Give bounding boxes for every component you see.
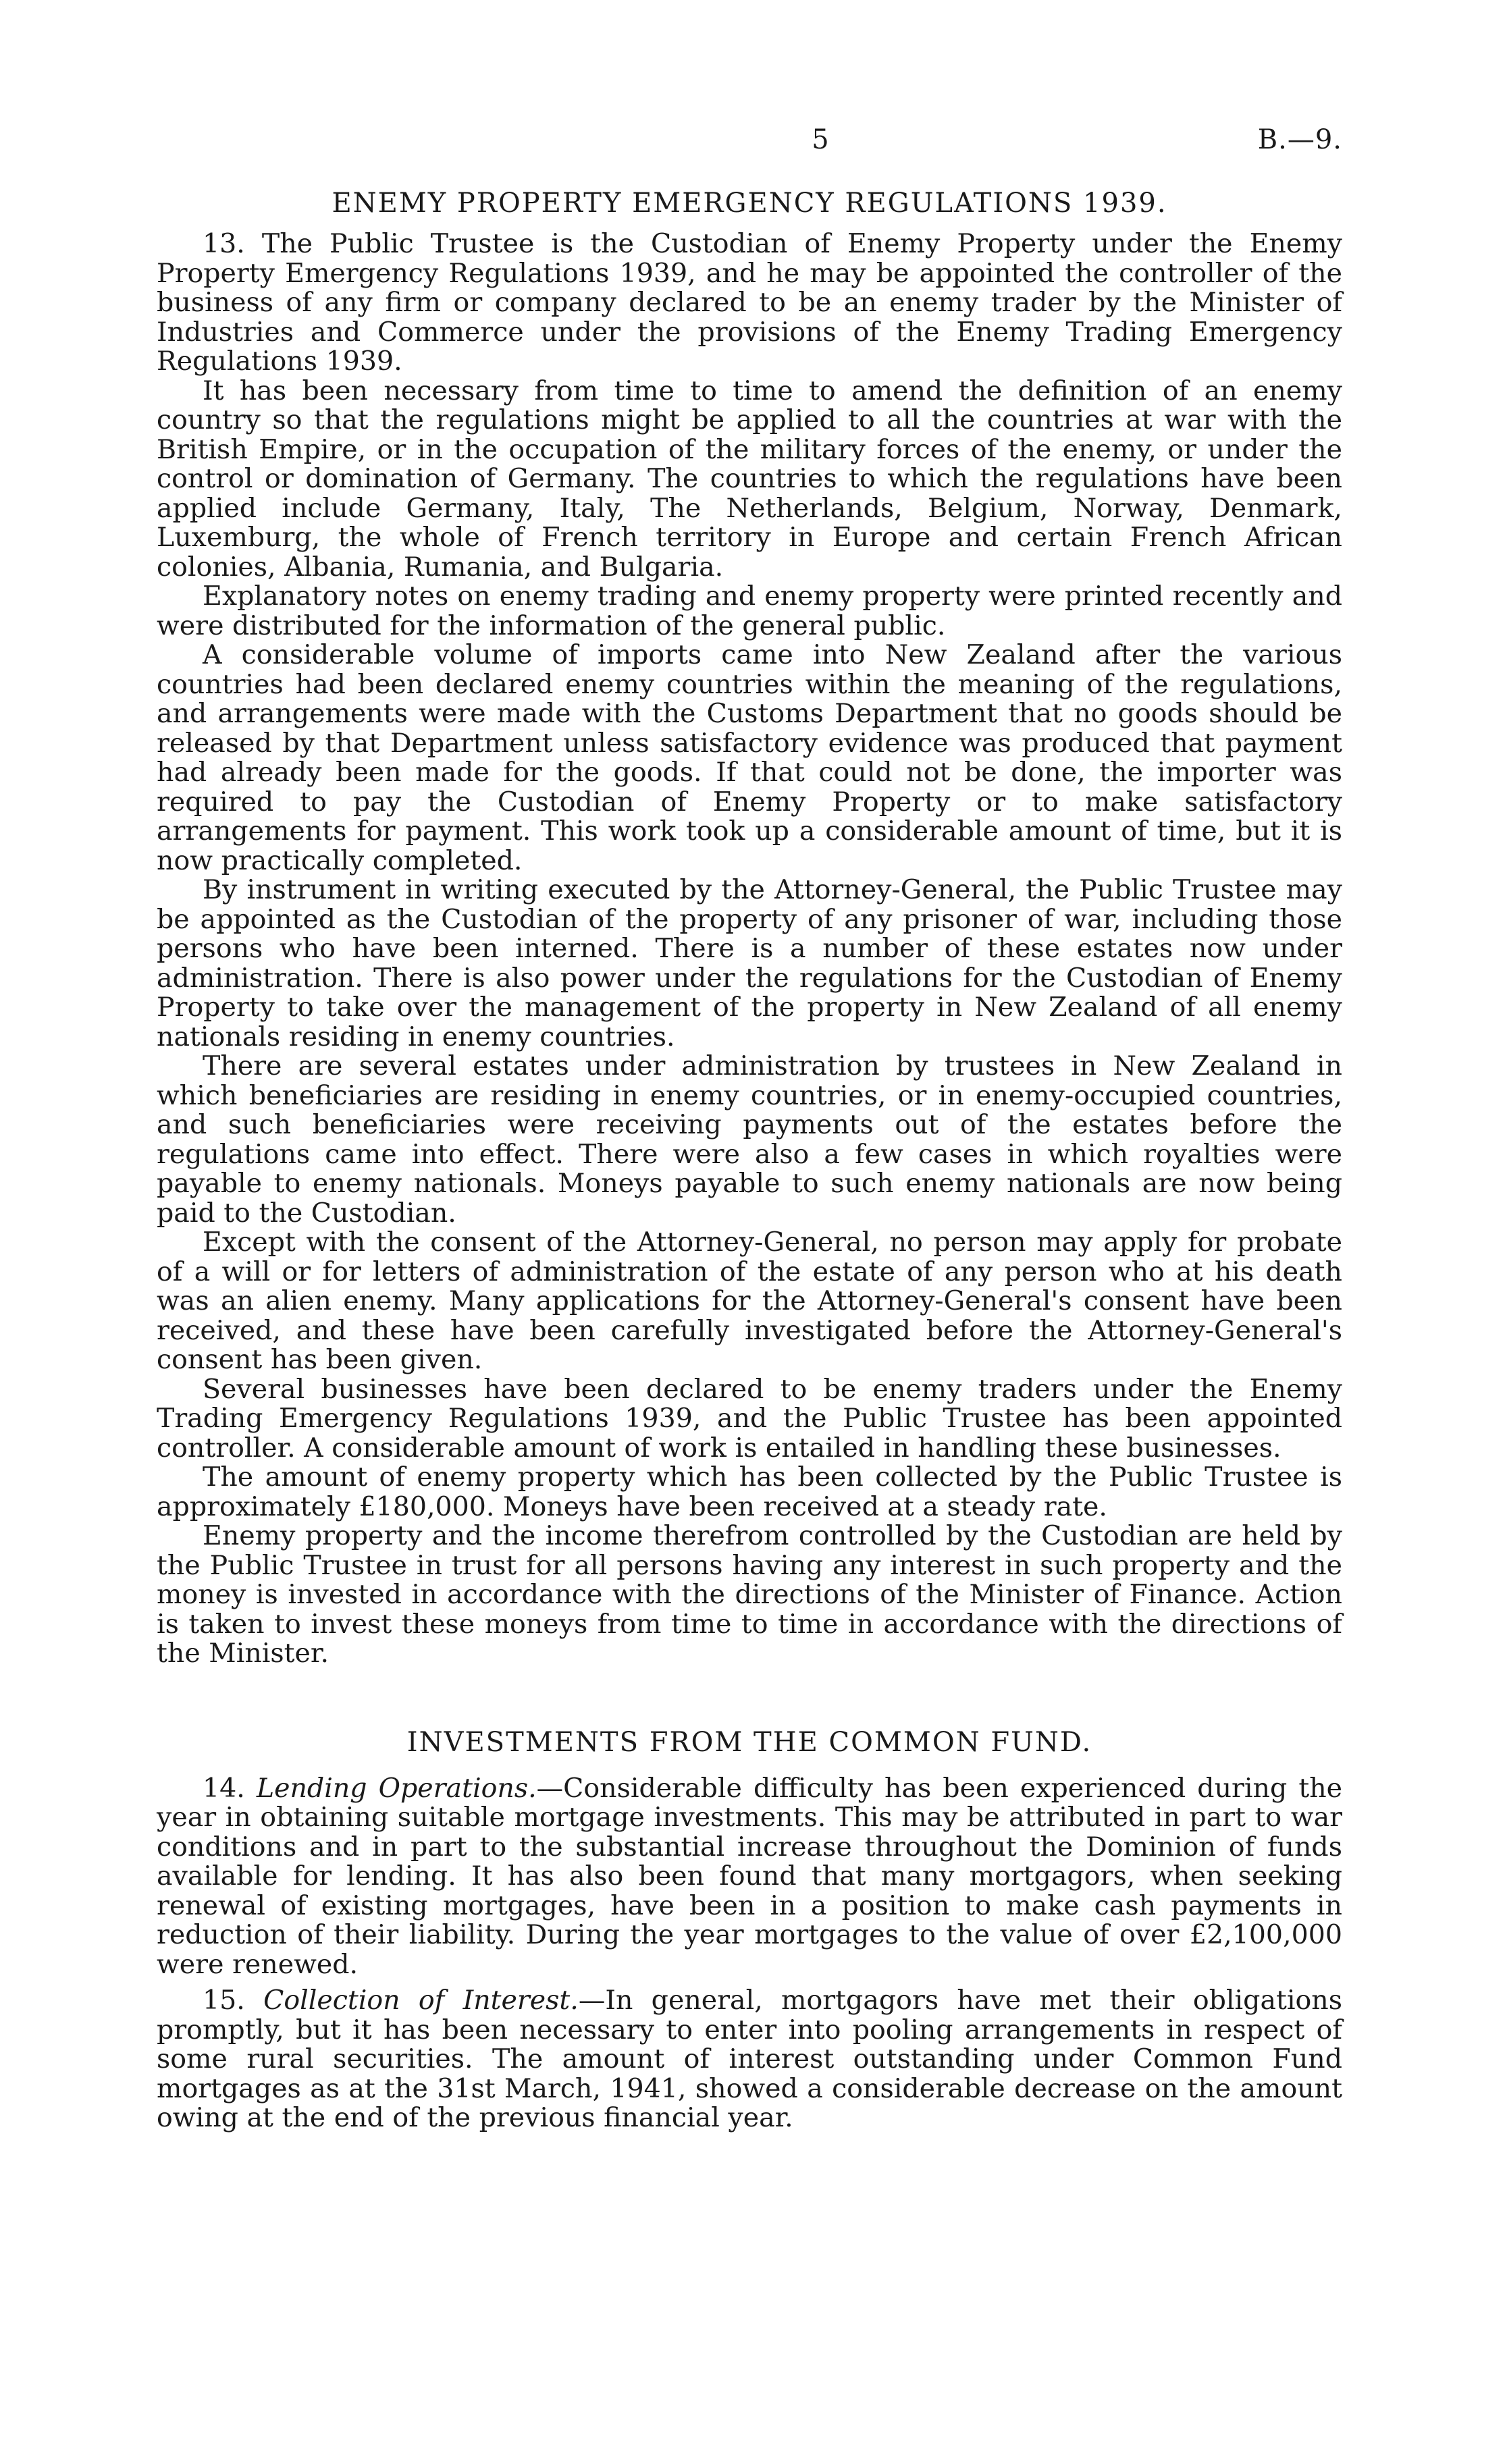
paragraph: 13. The Public Trustee is the Custodian of Enemy Property under the Enemy Property Emergency Regulations 1939, and he may be appointed the controller of the business of any firm or company declared to be an enemy trader by the Minister of Industries and Commerce under the provisions of the Enemy Trading Emergency Regulations 1939.: [157, 228, 1342, 377]
numbered-paragraph: [157, 1774, 1342, 1980]
paragraph-text: —Considerable difficulty has been experienced during the year in obtaining suitable mortgage investments. This may be attributed in part to war conditions and in part to the substantial increase throughout the Dominion of funds available for lending. It has also been found that many mortgagors, when seeking renewal of existing mortgages, have been in a position to make cash payments in reduction of their liability. During the year mortgages to the value of over £2,100,000 were renewed.: [157, 1772, 1343, 1980]
paragraph: Except with the consent of the Attorney-General, no person may apply for probate of a will or for letters of administration of the estate of any person who at his death was an alien enemy. Many applications for the Attorney-General's consent have been received, and these have been carefully investigated before the Attorney-General's consent has been given.: [157, 1227, 1342, 1375]
paragraph-subheading: Collection of Interest.: [263, 1985, 579, 2016]
paragraph: There are several estates under administration by trustees in New Zealand in which beneficiaries are residing in enemy countries, or in enemy-occupied countries, and such beneficiaries were receiving payments out of the estates before the regulations came into effect. There were also a few cases in which royalties were payable to enemy nationals. Moneys payable to such enemy nationals are now being paid to the Custodian.: [157, 1050, 1342, 1229]
document-page: [157, 101, 1342, 2133]
document-reference: B.—9.: [1257, 124, 1342, 155]
numbered-paragraph: [157, 1986, 1342, 2133]
paragraph: Enemy property and the income therefrom controlled by the Custodian are held by the Public Trustee in trust for all persons having any interest in such property and the money is invested in accordance with the directions of the Minister of Finance. Action is taken to invest these moneys from time to time in accordance with the directions of the Minister.: [157, 1520, 1342, 1669]
section-body-investments: [157, 1774, 1342, 2133]
paragraph: Several businesses have been declared to be enemy traders under the Enemy Trading Emergency Regulations 1939, and the Public Trustee has been appointed controller. A considerable amount of work is entailed in handling these businesses.: [157, 1373, 1342, 1464]
page-header: [157, 101, 1342, 155]
paragraph: By instrument in writing executed by the Attorney-General, the Public Trustee may be appointed as the Custodian of the property of any prisoner of war, including those persons who have been interned. There is a number of these estates now under administration. There is also power under the regulations for the Custodian of Enemy Property to take over the management of the property in New Zealand of all enemy nationals residing in enemy countries.: [157, 874, 1342, 1052]
section-heading-investments: INVESTMENTS FROM THE COMMON FUND.: [406, 1726, 1092, 1758]
paragraph: It has been necessary from time to time to amend the definition of an enemy country so that the regulations might be applied to all the countries at war with the British Empire, or in the occupation of the military forces of the enemy, or under the control or domination of Germany. The countries to which the regulations have been applied include Germany, Italy, The Netherlands, Belgium, Norway, Denmark, Luxemburg, the whole of French territory in Europe and certain French African colonies, Albania, Rumania, and Bulgaria.: [157, 375, 1342, 583]
section-heading-enemy-property: ENEMY PROPERTY EMERGENCY REGULATIONS 1939.: [332, 188, 1167, 219]
paragraph-number: 14.: [203, 1772, 245, 1804]
section-body-enemy-property: [157, 230, 1342, 1669]
page-number: 5: [812, 124, 829, 155]
paragraph-text: —In general, mortgagors have met their obligations promptly, but it has been necessary to enter into pooling arrangements in respect of some rural securities. The amount of interest outstanding under Common Fund mortgages as at the 31st March, 1941, showed a considerable decrease on the amount owing at the end of the previous financial year.: [157, 1985, 1342, 2133]
paragraph: The amount of enemy property which has been collected by the Public Trustee is approximately £180,000. Moneys have been received at a steady rate.: [157, 1462, 1342, 1522]
paragraph: A considerable volume of imports came into New Zealand after the various countries had been declared enemy countries within the meaning of the regulations, and arrangements were made with the Customs Department that no goods should be released by that Department unless satisfactory evidence was produced that payment had already been made for the goods. If that could not be done, the importer was required to pay the Custodian of Enemy Property or to make satisfactory arrangements for payment. This work took up a considerable amount of time, but it is now practically completed.: [157, 639, 1342, 876]
paragraph-number: 15.: [203, 1985, 245, 2016]
paragraph: Explanatory notes on enemy trading and enemy property were printed recently and were distributed for the information of the general public.: [157, 581, 1342, 641]
paragraph-subheading: Lending Operations.: [256, 1772, 537, 1804]
